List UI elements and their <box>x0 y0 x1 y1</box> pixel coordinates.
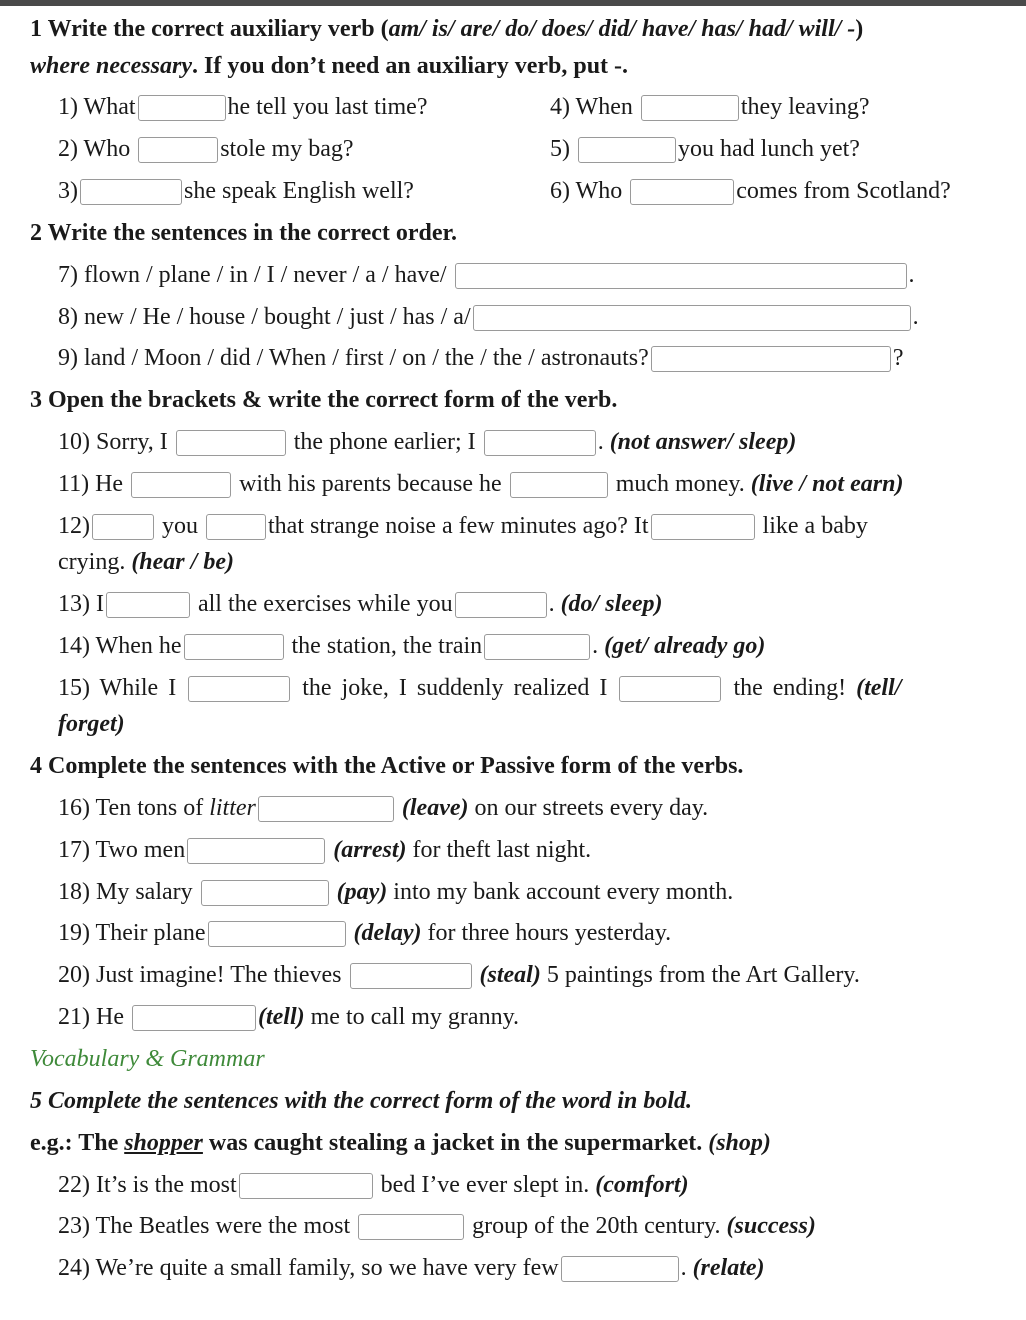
answer-box-15b[interactable] <box>619 676 721 702</box>
question-24: 24) We’re quite a small family, so we have very few . (relate) <box>58 1255 765 1281</box>
question-11: 11) He with his parents because he much money. (live / not earn) <box>58 471 904 497</box>
answer-box-8[interactable] <box>473 305 911 331</box>
vocabulary-heading: Vocabulary & Grammar <box>30 1046 265 1072</box>
answer-box-3[interactable] <box>80 179 182 205</box>
answer-box-2[interactable] <box>138 137 218 163</box>
question-17: 17) Two men (arrest) for theft last night. <box>58 837 592 863</box>
answer-box-22[interactable] <box>239 1173 373 1199</box>
section-2-title: 2 Write the sentences in the correct order. <box>30 220 457 246</box>
question-12-cont: crying. (hear / be) <box>58 549 234 575</box>
answer-box-24[interactable] <box>561 1256 679 1282</box>
section-3-title: 3 Open the brackets & write the correct form of the verb. <box>30 387 618 413</box>
question-8: 8) new / He / house / bought / just / has / a/ . <box>58 304 919 330</box>
question-20: 20) Just imagine! The thieves (steal) 5 paintings from the Art Gallery. <box>58 962 860 988</box>
question-21: 21) He (tell) me to call my granny. <box>58 1004 520 1030</box>
answer-box-14b[interactable] <box>484 634 590 660</box>
answer-box-19[interactable] <box>208 921 346 947</box>
answer-box-10a[interactable] <box>176 430 286 456</box>
answer-box-13a[interactable] <box>106 592 190 618</box>
question-14: 14) When he the station, the train . (get/ already go) <box>58 633 766 659</box>
answer-box-14a[interactable] <box>184 634 284 660</box>
question-18: 18) My salary (pay) into my bank account every month. <box>58 879 734 905</box>
section-4-title: 4 Complete the sentences with the Active or Passive form of the verbs. <box>30 753 744 779</box>
question-23: 23) The Beatles were the most group of the 20th century. (success) <box>58 1213 816 1239</box>
section-5-title: 5 Complete the sentences with the correct form of the word in bold. <box>30 1088 692 1114</box>
answer-box-4[interactable] <box>641 95 739 121</box>
question-19: 19) Their plane (delay) for three hours yesterday. <box>58 920 672 946</box>
question-1: 1) What he tell you last time? <box>58 94 428 120</box>
example-sentence: e.g.: The shopper was caught stealing a jacket in the supermarket. (shop) <box>30 1130 771 1156</box>
answer-box-1[interactable] <box>138 95 226 121</box>
answer-box-12b[interactable] <box>206 514 266 540</box>
answer-box-12c[interactable] <box>651 514 755 540</box>
answer-box-7[interactable] <box>455 263 907 289</box>
answer-box-20[interactable] <box>350 963 472 989</box>
question-15: 15) While I the joke, I suddenly realized I the ending! (tell/ <box>58 675 902 701</box>
top-bar <box>0 0 1026 6</box>
answer-box-16[interactable] <box>258 796 394 822</box>
question-16: 16) Ten tons of litter (leave) on our streets every day. <box>58 795 709 821</box>
answer-box-10b[interactable] <box>484 430 596 456</box>
question-5: 5) you had lunch yet? <box>550 136 860 162</box>
question-7: 7) flown / plane / in / I / never / a / have/ . <box>58 262 915 288</box>
answer-box-6[interactable] <box>630 179 734 205</box>
answer-box-13b[interactable] <box>455 592 547 618</box>
answer-box-21[interactable] <box>132 1005 256 1031</box>
question-10: 10) Sorry, I the phone earlier; I . (not answer/ sleep) <box>58 429 797 455</box>
question-15-cont: forget) <box>58 711 125 737</box>
question-2: 2) Who stole my bag? <box>58 136 354 162</box>
question-3: 3) she speak English well? <box>58 178 414 204</box>
question-22: 22) It’s is the most bed I’ve ever slept in. (comfort) <box>58 1172 689 1198</box>
question-13: 13) I all the exercises while you . (do/ sleep) <box>58 591 663 617</box>
answer-box-15a[interactable] <box>188 676 290 702</box>
answer-box-18[interactable] <box>201 880 329 906</box>
answer-box-5[interactable] <box>578 137 676 163</box>
question-9: 9) land / Moon / did / When / first / on / the / the / astronauts? ? <box>58 345 904 371</box>
question-4: 4) When they leaving? <box>550 94 870 120</box>
section-1-title-line2: where necessary. If you don’t need an auxiliary verb, put -. <box>30 53 629 79</box>
answer-box-9[interactable] <box>651 346 891 372</box>
section-1-title: 1 Write the correct auxiliary verb (am/ is/ are/ do/ does/ did/ have/ has/ had/ will/ -) <box>30 16 864 42</box>
answer-box-23[interactable] <box>358 1214 464 1240</box>
answer-box-12a[interactable] <box>92 514 154 540</box>
question-6: 6) Who comes from Scotland? <box>550 178 951 204</box>
answer-box-17[interactable] <box>187 838 325 864</box>
answer-box-11a[interactable] <box>131 472 231 498</box>
question-12: 12) you that strange noise a few minutes ago? It like a baby <box>58 513 868 539</box>
answer-box-11b[interactable] <box>510 472 608 498</box>
